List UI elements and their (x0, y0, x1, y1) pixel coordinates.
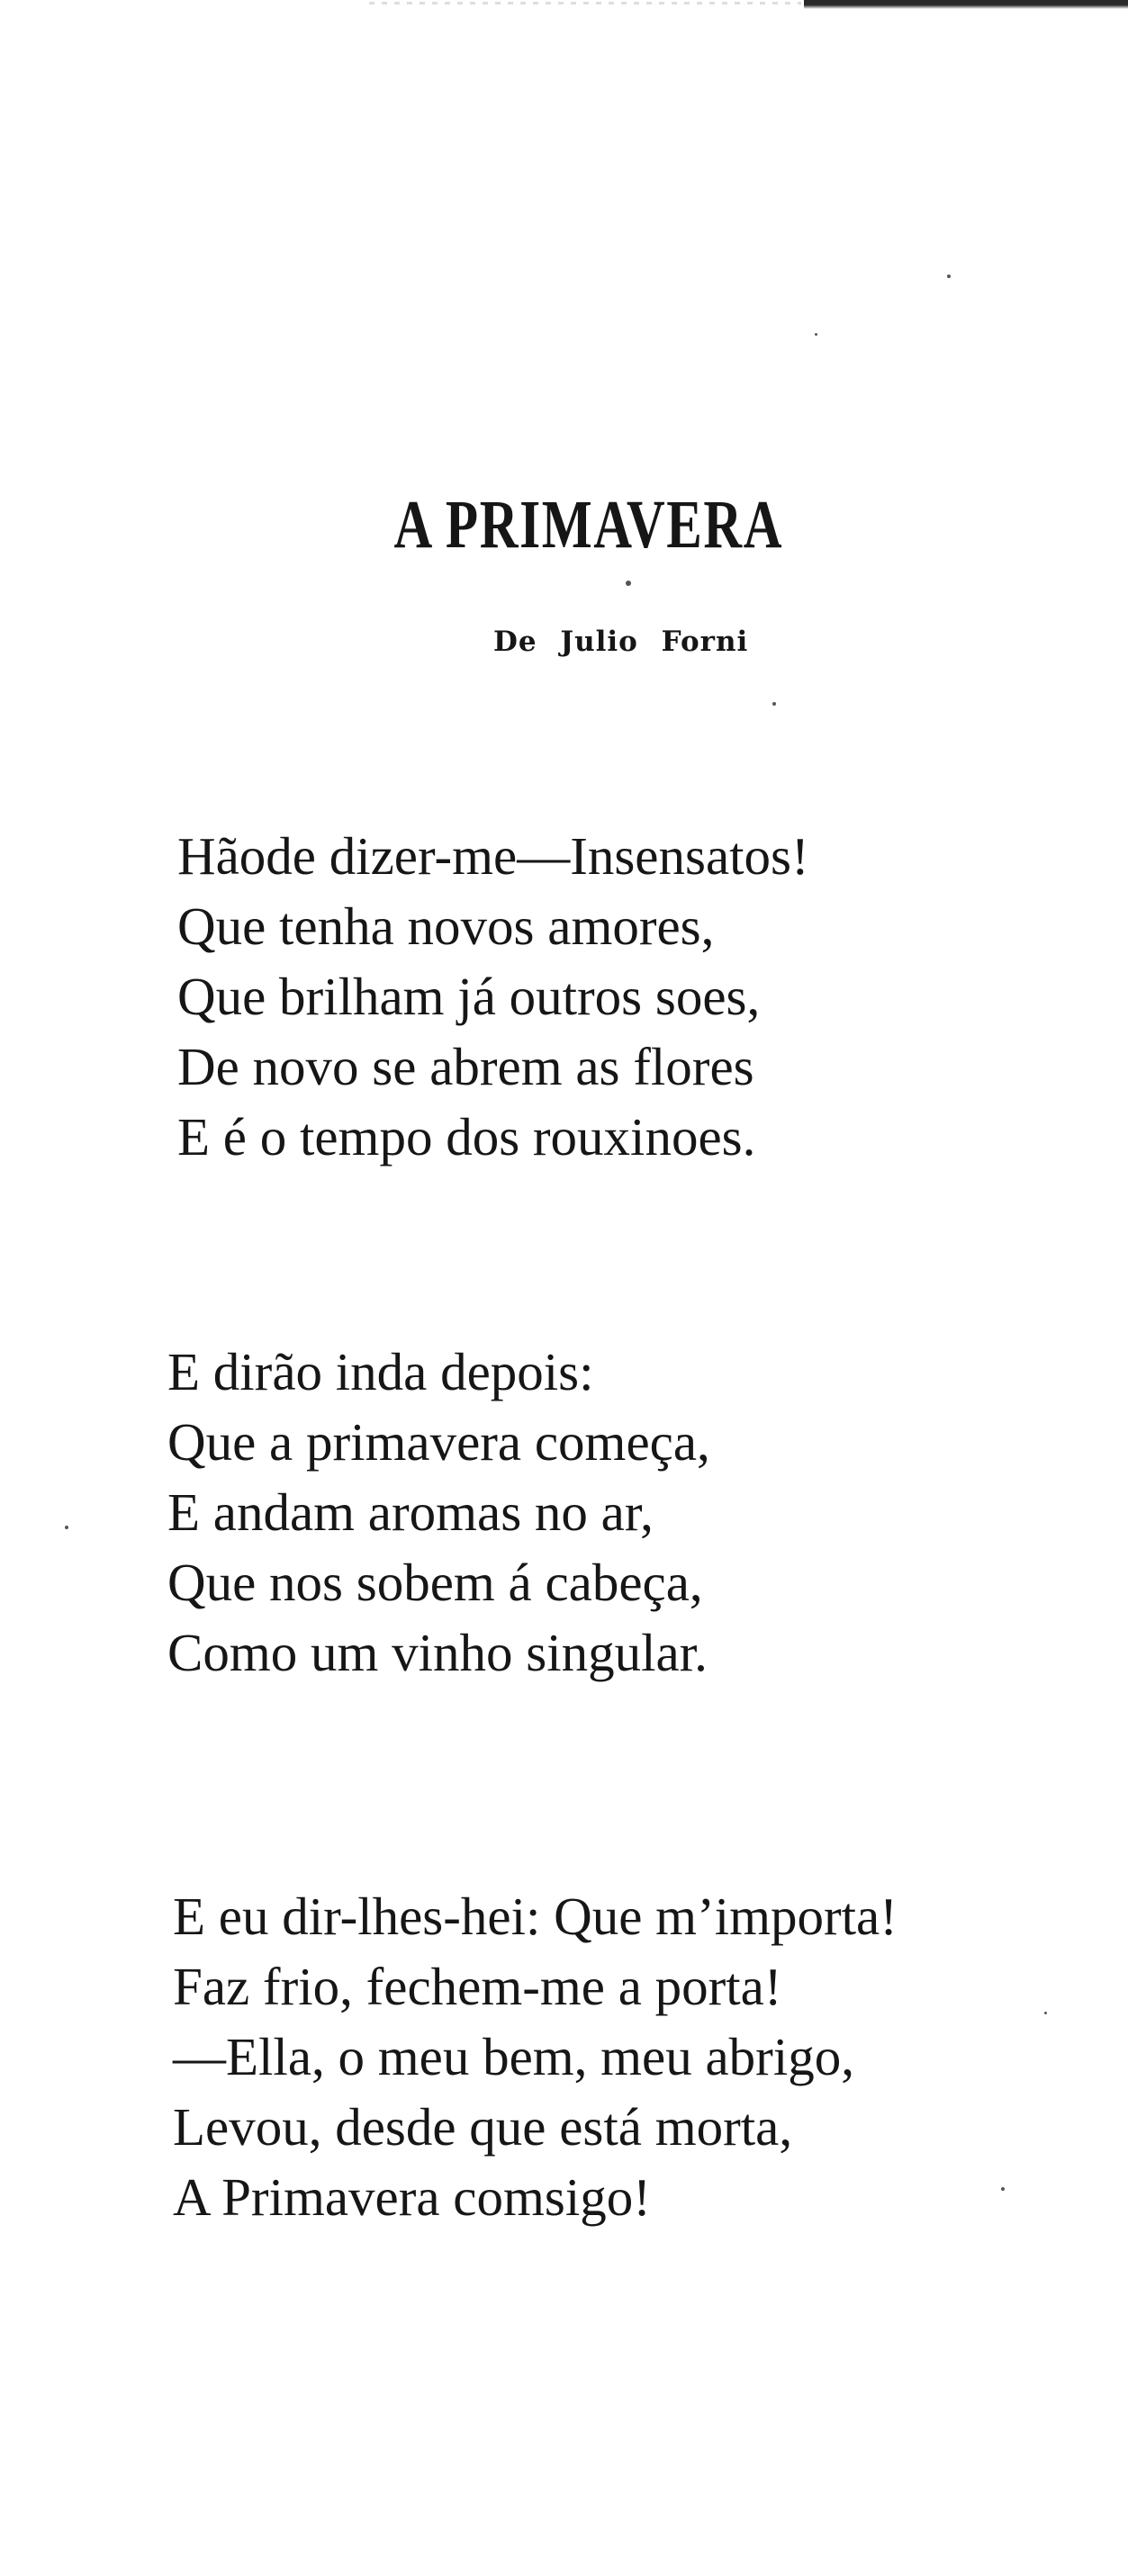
stanza-line: De novo se abrem as flores (177, 1037, 754, 1096)
scan-speck (815, 333, 817, 336)
stanza-2 (167, 1337, 710, 1688)
stanza-line: E é o tempo dos rouxinoes. (177, 1107, 756, 1166)
stanza-line: Que nos sobem á cabeça, (167, 1553, 703, 1612)
stanza-line: E andam aromas no ar, (167, 1482, 654, 1542)
scan-speck (772, 702, 776, 706)
scan-speck (626, 581, 631, 586)
scan-speck (1044, 2012, 1047, 2014)
poem-byline: De Julio Forni (493, 626, 749, 658)
page-top-scan-mark (369, 2, 801, 5)
scan-speck (65, 1526, 68, 1529)
stanza-line: A Primavera comsigo! (173, 2167, 651, 2227)
scan-speck (1001, 2187, 1005, 2191)
page-top-edge (804, 0, 1128, 9)
stanza-line: Que tenha novos amores, (177, 896, 715, 956)
scan-speck (947, 275, 951, 278)
stanza-1 (177, 821, 809, 1172)
stanza-3 (173, 1881, 898, 2232)
stanza-line: E eu dir-lhes-hei: Que m’importa! (173, 1887, 898, 1946)
stanza-line: Que a primavera começa, (167, 1412, 710, 1472)
stanza-line: Como um vinho singular. (167, 1623, 708, 1682)
stanza-line: Levou, desde que está morta, (173, 2097, 793, 2157)
stanza-line: Faz frio, fechem-me a porta! (173, 1957, 782, 2016)
poem-title: A PRIMAVERA (393, 487, 784, 563)
stanza-line: E dirão inda depois: (167, 1342, 594, 1401)
stanza-line: Hãode dizer-me—Insensatos! (177, 826, 809, 886)
stanza-line: Que brilham já outros soes, (177, 967, 761, 1026)
stanza-line: —Ella, o meu bem, meu abrigo, (173, 2027, 854, 2086)
